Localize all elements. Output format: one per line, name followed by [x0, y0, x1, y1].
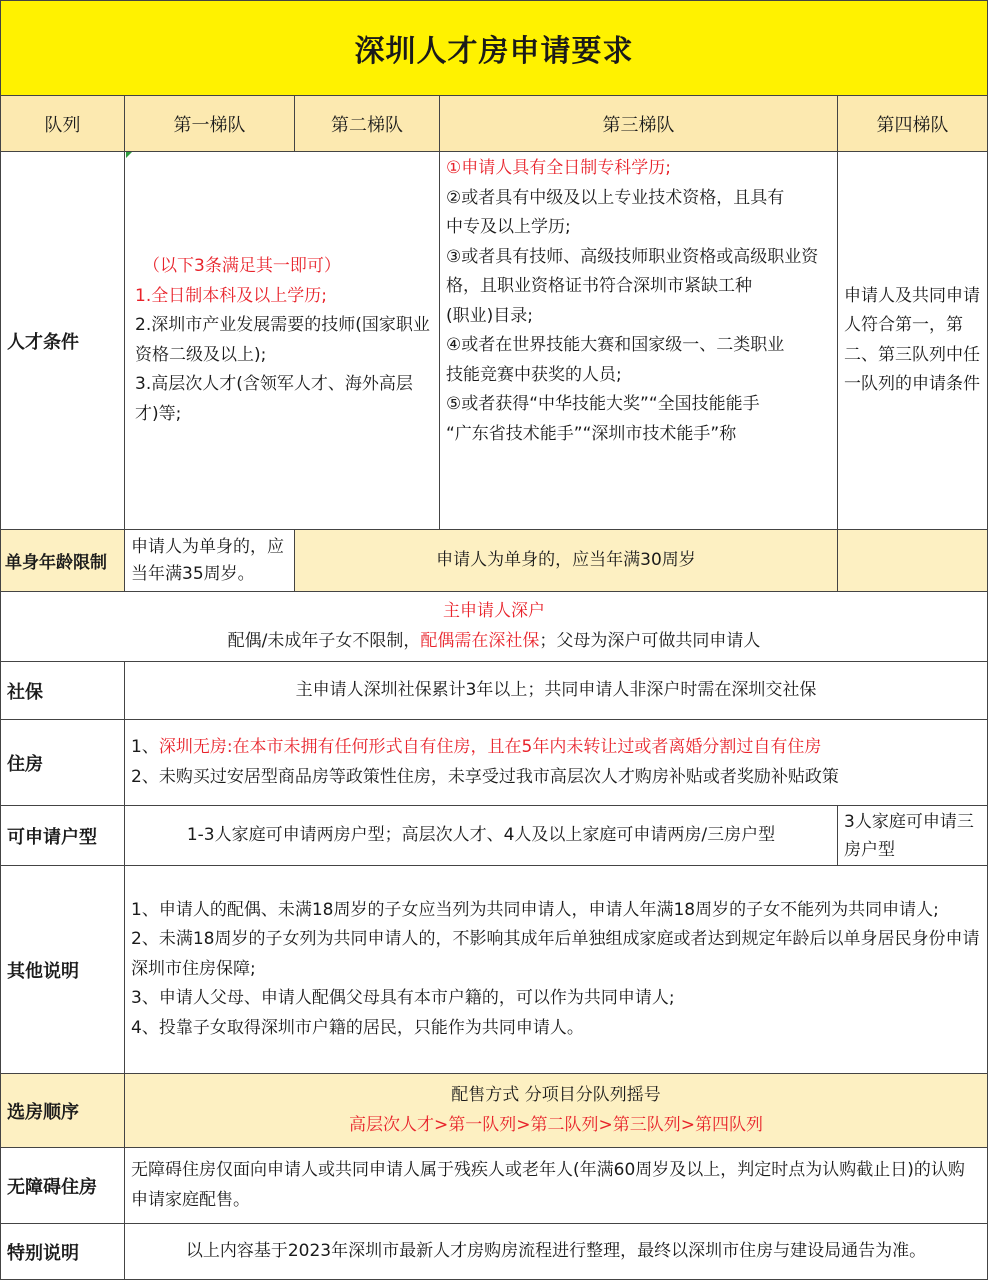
- hukou-line-1: 主申请人深户: [443, 601, 545, 621]
- talent-item-2: 2.深圳市产业发展需要的技师(国家职业资格二级及以上);: [135, 315, 430, 365]
- talent3-line-3: 中专及以上学历;: [446, 217, 571, 237]
- talent4-text: 申请人及共同申请人符合第一，第二、第三队列中任一队列的申请条件: [844, 285, 980, 394]
- order-cell: [125, 1074, 988, 1148]
- talent3-line-6: ④或者在世界技能大赛和国家级一、二类职业: [446, 335, 785, 355]
- talent-item-3: 3.高层次人才(含领军人才、海外高层才)等;: [135, 374, 413, 424]
- talent3-line-7: 技能竞赛中获奖的人员;: [446, 364, 622, 385]
- row-label-order: 选房顺序: [0, 1074, 125, 1148]
- header-queue: 队列: [0, 96, 125, 152]
- row-label-age: 单身年龄限制: [0, 530, 125, 592]
- housing-item-1-text: 深圳无房:在本市未拥有任何形式自有住房，且在5年内未转让过或者离婚分割过自有住房: [158, 737, 822, 757]
- talent3-line-1: ①申请人具有全日制专科学历;: [446, 158, 671, 178]
- talent3-line-2: ②或者具有中级及以上专业技术资格，且具有: [446, 187, 785, 208]
- row-label-special: 特别说明: [0, 1224, 125, 1280]
- housing-item-1: [125, 733, 987, 763]
- row-label-housing: 住房: [0, 720, 125, 806]
- other-item-4: 4、投靠子女取得深圳市户籍的居民，只能作为共同申请人。: [131, 1017, 584, 1038]
- row-label-talent: 人才条件: [0, 152, 125, 530]
- other-item-2: 2、未满18周岁的子女列为共同申请人的，不影响其成年后单独组成家庭或者达到规定年龄后以单身居民身份申请深圳市住房保障;: [131, 929, 980, 979]
- age-tier-1-text: 申请人为单身的，应当年满35周岁。: [131, 536, 284, 584]
- housing-item-2: 2、未购买过安居型商品房等政策性住房，未享受过我市高层次人才购房补贴或者奖励补贴政策: [131, 766, 839, 787]
- row-label-other: 其他说明: [0, 866, 125, 1074]
- talent-tier-4: [838, 152, 988, 530]
- special-cell: [125, 1224, 988, 1280]
- header-tier-2: 第二梯队: [295, 96, 440, 152]
- unit-tier-4: [838, 806, 988, 866]
- housing-item-1-prefix: 1、: [131, 737, 159, 757]
- talent3-line-5: (职业)目录;: [446, 305, 533, 326]
- hukou-part-b: 配偶需在深社保: [420, 630, 540, 651]
- header-tier-4: 第四梯队: [838, 96, 988, 152]
- talent3-line-8: ⑤或者获得“中华技能大奖”“全国技能能手: [446, 394, 760, 414]
- row-label-social: 社保: [0, 662, 125, 720]
- talent-intro: （以下3条满足其一即可）: [143, 256, 341, 276]
- comment-marker: [126, 152, 132, 158]
- unit-tier-4-text: 3人家庭可申请三房户型: [844, 811, 974, 860]
- unit-text: 1-3人家庭可申请两房户型；高层次人才、4人及以上家庭可申请两房/三房户型: [186, 824, 776, 845]
- accessible-text: 无障碍住房仅面向申请人或共同申请人属于残疾人或老年人(年满60周岁及以上，判定时点为认购截止日)的认购申请家庭配售。: [131, 1160, 965, 1210]
- hukou-part-c: ；父母为深户可做共同申请人: [539, 630, 761, 651]
- header-tier-3: 第三梯队: [440, 96, 838, 152]
- hukou-line-2: [222, 627, 767, 657]
- unit-cell: [125, 806, 838, 866]
- other-cell: [125, 866, 988, 1074]
- accessible-cell: [125, 1148, 988, 1224]
- talent-tier-1-2: [125, 152, 440, 530]
- page-title: 深圳人才房申请要求: [0, 0, 988, 96]
- housing-cell: [125, 720, 988, 806]
- talent3-line-4: ③或者具有技师、高级技师职业资格或高级职业资格，且职业资格证书符合深圳市紧缺工种: [446, 246, 819, 296]
- other-item-3: 3、申请人父母、申请人配偶父母具有本市户籍的，可以作为共同申请人;: [131, 988, 675, 1009]
- social-cell: [125, 662, 988, 720]
- social-text: 主申请人深圳社保累计3年以上；共同申请人非深户时需在深圳交社保: [295, 679, 817, 700]
- talent-tier-3: [440, 152, 838, 530]
- age-tier-2-3-text: 申请人为单身的，应当年满30周岁: [436, 549, 696, 570]
- talent-item-1: 1.全日制本科及以上学历;: [135, 285, 327, 306]
- age-tier-1: [125, 530, 295, 592]
- special-text: 以上内容基于2023年深圳市最新人才房购房流程进行整理，最终以深圳市住房与建设局通告为准。: [185, 1240, 927, 1261]
- age-tier-2-3: [295, 530, 838, 592]
- order-line-2: 高层次人才>第一队列>第二队列>第三队列>第四队列: [349, 1114, 763, 1135]
- talent3-line-9: “广东省技术能手”“深圳市技术能手”称: [446, 423, 737, 444]
- row-label-unit: 可申请户型: [0, 806, 125, 866]
- header-tier-1: 第一梯队: [125, 96, 295, 152]
- row-label-accessible: 无障碍住房: [0, 1148, 125, 1224]
- order-line-1: 配售方式 分项目分队列摇号: [451, 1085, 661, 1105]
- age-tier-4: [838, 530, 988, 592]
- hukou-part-a: 配偶/未成年子女不限制，: [227, 630, 421, 651]
- hukou-row: [0, 592, 988, 662]
- other-item-1: 1、申请人的配偶、未满18周岁的子女应当列为共同申请人，申请人年满18周岁的子女不能列为共同申请人;: [131, 899, 939, 920]
